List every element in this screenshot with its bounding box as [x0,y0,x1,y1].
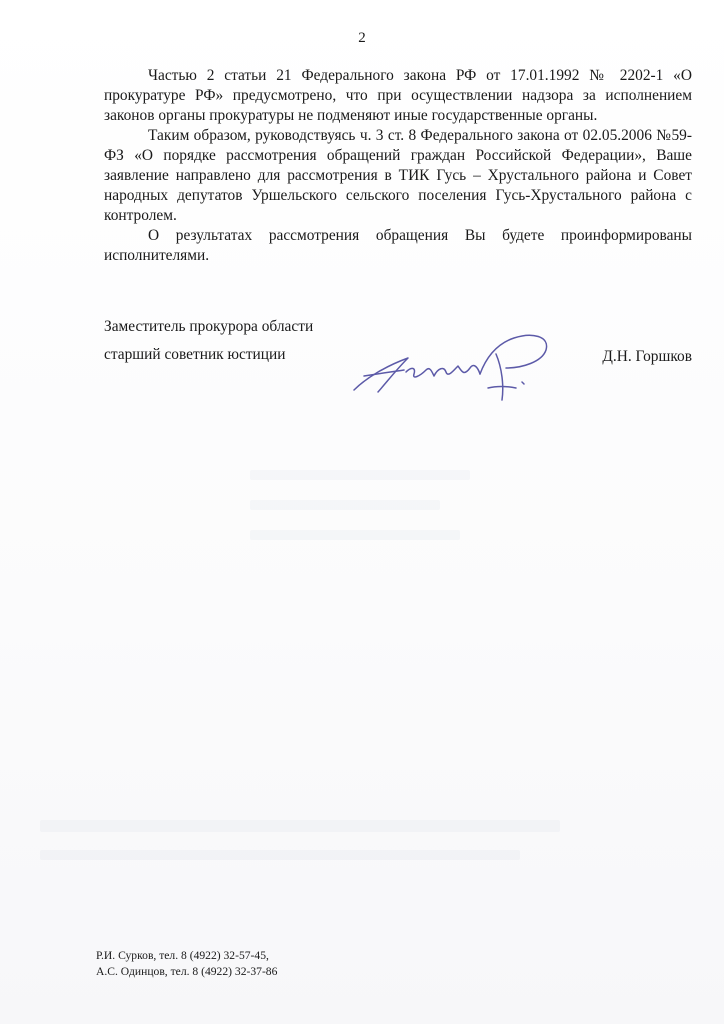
scan-show-through [40,820,560,832]
letter-body [104,66,692,266]
scan-show-through [250,500,440,510]
signature-block [104,318,694,398]
paragraph-legal-basis: Частью 2 статьи 21 Федерального закона РФ от 17.01.1992 № 2202-1 «О прокуратуре РФ» предусмотрено, что при осуществлении надзора за исполнением законов органы прокуратуры не подменяют иные государственные органы. [104,67,692,124]
signatory-rank: старший советник юстиции [104,346,286,363]
handwritten-signature [346,328,566,408]
executors-footer [96,948,277,980]
signatory-position: Заместитель прокурора области [104,318,314,335]
scan-show-through [250,530,460,540]
page-number: 2 [358,30,366,46]
scan-show-through [250,470,470,480]
paragraph-forwarding: Таким образом, руководствуясь ч. 3 ст. 8 Федерального закона от 02.05.2006 №59-ФЗ «О порядке рассмотрения обращений граждан Российской Федерации», Ваше заявление направлено для рассмотрения в ТИК Гусь – Хрустального района и Совет народных депутатов Уршельского сельского поселения Гусь-Хрустального района с контролем. [104,127,692,224]
scan-show-through [40,850,520,860]
executor-contact: Р.И. Сурков, тел. 8 (4922) 32-57-45, [96,949,269,962]
signatory-name: Д.Н. Горшков [602,348,692,365]
paragraph-result-notice: О результатах рассмотрения обращения Вы будете проинформированы исполнителями. [104,227,692,264]
executor-contact: А.С. Одинцов, тел. 8 (4922) 32-37-86 [96,965,278,978]
